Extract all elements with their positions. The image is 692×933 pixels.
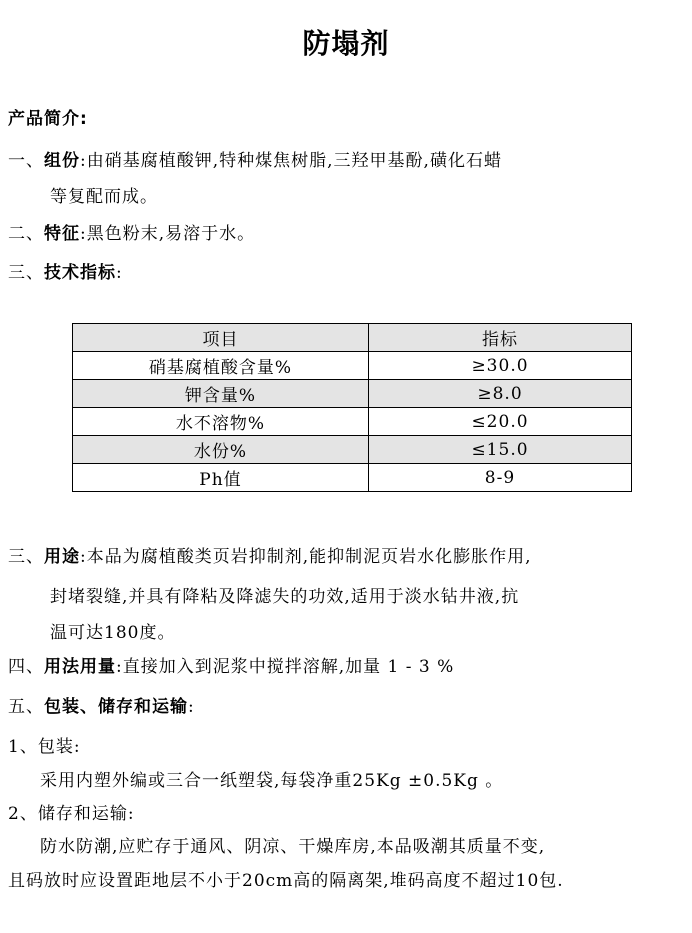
feature-num: 二、 bbox=[8, 224, 44, 244]
table-cell-value: ≤20.0 bbox=[369, 408, 632, 436]
tech-num: 三、 bbox=[8, 263, 44, 283]
usage-label: 用途 bbox=[44, 547, 80, 567]
packaging-sub1-text: 采用内塑外编或三合一纸塑袋,每袋净重25Kg ±0.5Kg 。 bbox=[40, 771, 504, 791]
table-header-value: 指标 bbox=[369, 324, 632, 352]
table-cell-item: 钾含量% bbox=[73, 380, 369, 408]
feature-text: 黑色粉末,易溶于水。 bbox=[86, 224, 256, 244]
page-title: 防塌剂 bbox=[302, 27, 390, 60]
usage-text-cont: 封堵裂缝,并具有降粘及降滤失的功效,适用于淡水钻井液,抗 bbox=[50, 587, 520, 607]
feature-colon: : bbox=[80, 224, 87, 244]
dosage-line bbox=[8, 652, 454, 677]
composition-num: 一、 bbox=[8, 151, 44, 171]
table-cell-value: 8-9 bbox=[369, 464, 632, 492]
composition-label: 组份 bbox=[44, 151, 80, 171]
packaging-sub1-title: 1、包装: bbox=[8, 737, 81, 757]
composition-colon: : bbox=[80, 151, 87, 171]
packaging-sub2-text: 防水防潮,应贮存于通风、阴凉、干燥库房,本品吸潮其质量不变, bbox=[40, 837, 546, 857]
usage-text-cont2: 温可达180度。 bbox=[50, 623, 176, 643]
table-cell-item: 水份% bbox=[73, 436, 369, 464]
table-row bbox=[73, 408, 632, 436]
dosage-num: 四、 bbox=[8, 657, 44, 677]
table-row bbox=[73, 436, 632, 464]
tech-label: 技术指标 bbox=[44, 263, 116, 283]
table-cell-item: Ph值 bbox=[73, 464, 369, 492]
feature-line bbox=[8, 219, 255, 244]
feature-label: 特征 bbox=[44, 224, 80, 244]
packaging-num: 五、 bbox=[8, 697, 44, 717]
packaging-sub2-title: 2、储存和运输: bbox=[8, 804, 135, 824]
table-cell-value: ≥30.0 bbox=[369, 352, 632, 380]
usage-text: 本品为腐植酸类页岩抑制剂,能抑制泥页岩水化膨胀作用, bbox=[86, 547, 532, 567]
composition-text-cont: 等复配而成。 bbox=[50, 187, 158, 207]
table-cell-item: 硝基腐植酸含量% bbox=[73, 352, 369, 380]
table-row bbox=[73, 352, 632, 380]
tech-colon: : bbox=[116, 263, 123, 283]
table-cell-item: 水不溶物% bbox=[73, 408, 369, 436]
intro-heading: 产品简介: bbox=[8, 109, 88, 129]
dosage-label: 用法用量 bbox=[44, 657, 116, 677]
packaging-sub2-text-cont: 且码放时应设置距地层不小于20cm高的隔离架,堆码高度不超过10包. bbox=[8, 871, 564, 891]
packaging-label: 包装、储存和运输 bbox=[44, 697, 188, 717]
table-header-row bbox=[73, 324, 632, 352]
dosage-text: 直接加入到泥浆中搅拌溶解,加量 1 - 3 % bbox=[122, 657, 455, 677]
packaging-colon: : bbox=[188, 697, 195, 717]
usage-line bbox=[8, 542, 532, 567]
table-row bbox=[73, 380, 632, 408]
spec-table bbox=[72, 323, 632, 492]
dosage-colon: : bbox=[116, 657, 123, 677]
packaging-line bbox=[8, 692, 195, 717]
usage-num: 三、 bbox=[8, 547, 44, 567]
table-cell-value: ≤15.0 bbox=[369, 436, 632, 464]
table-cell-value: ≥8.0 bbox=[369, 380, 632, 408]
table-row bbox=[73, 464, 632, 492]
usage-colon: : bbox=[80, 547, 87, 567]
composition-line bbox=[8, 146, 502, 171]
tech-line bbox=[8, 258, 123, 283]
composition-text: 由硝基腐植酸钾,特种煤焦树脂,三羟甲基酚,磺化石蜡 bbox=[86, 151, 502, 171]
table-header-item: 项目 bbox=[73, 324, 369, 352]
